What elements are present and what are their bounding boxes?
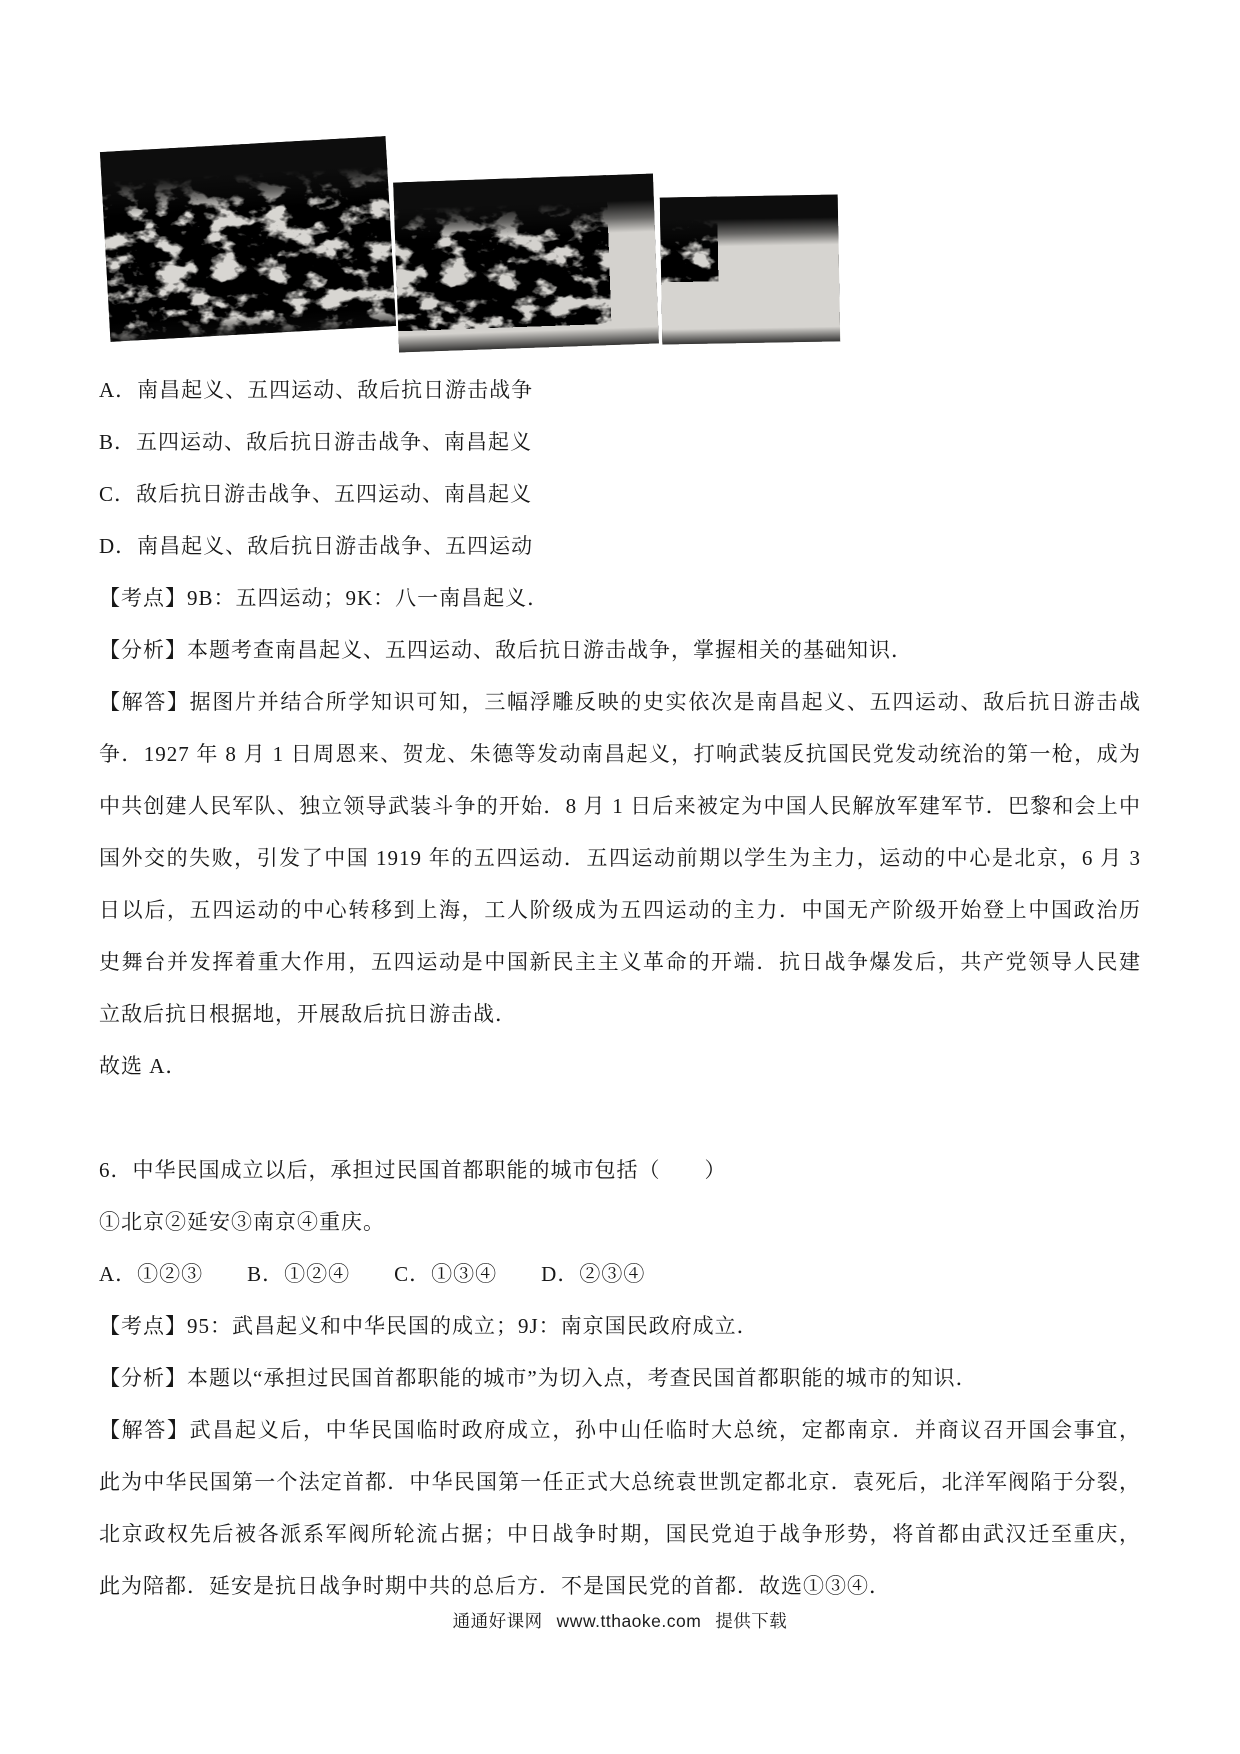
q6-jieda-line: 【解答】武昌起义后，中华民国临时政府成立，孙中山任临时大总统，定都南京．并商议召开国会事宜， — [99, 1418, 1141, 1442]
panel-dark-band — [660, 194, 839, 247]
spacer-line — [99, 1092, 1141, 1144]
q5-jieda-line: 【解答】据图片并结合所学知识可知，三幅浮雕反映的史实依次是南昌起义、五四运动、敌后抗日游击战 — [99, 690, 1141, 714]
relief-panel-3 — [660, 194, 841, 344]
footer-site-url: www.tthaoke.com — [556, 1611, 702, 1631]
q6-options: A．①②③ B．①②④ C．①③④ D．②③④ — [99, 1262, 646, 1286]
q5-jieda-line: 日以后，五四运动的中心转移到上海，工人阶级成为五四运动的主力．中国无产阶级开始登上中国政治历 — [99, 898, 1141, 922]
q5-answer: 故选 A． — [99, 1054, 188, 1078]
q5-option-d: D．南昌起义、敌后抗日游击战争、五四运动 — [99, 534, 534, 558]
relief-panel-1 — [100, 136, 396, 342]
q5-option-a: A．南昌起义、五四运动、敌后抗日游击战争 — [99, 378, 534, 402]
page-footer — [0, 1608, 1240, 1633]
answer-body — [99, 364, 1141, 1612]
q5-fenxi: 【分析】本题考查南昌起义、五四运动、敌后抗日游击战争，掌握相关的基础知识． — [99, 638, 913, 662]
panel-dark-base — [662, 327, 840, 345]
q6-kaodian: 【考点】95：武昌起义和中华民国的成立；9J：南京国民政府成立． — [99, 1314, 759, 1338]
q6-fenxi: 【分析】本题以“承担过民国首都职能的城市”为切入点，考查民国首都职能的城市的知识． — [99, 1366, 978, 1390]
panel-dark-band — [393, 174, 655, 241]
footer-suffix: 提供下载 — [715, 1611, 788, 1631]
q5-jieda-line: 史舞台并发挥着重大作用，五四运动是中国新民主主义革命的开端．抗日战争爆发后，共产党领导人民建 — [99, 950, 1141, 974]
relief-figure — [103, 136, 843, 356]
q5-jieda-line: 国外交的失败，引发了中国 1919 年的五四运动．五四运动前期以学生为主力，运动的中心是北京，6 月 3 — [99, 846, 1141, 870]
q5-option-b: B．五四运动、敌后抗日游击战争、南昌起义 — [99, 430, 533, 454]
relief-panel-2 — [393, 174, 659, 353]
q5-option-c: C．敌后抗日游击战争、五四运动、南昌起义 — [99, 482, 533, 506]
q6-jieda-line: 此为中华民国第一个法定首都．中华民国第一任正式大总统袁世凯定都北京．袁死后，北洋军阀陷于分裂， — [99, 1470, 1141, 1494]
q6-stem: 6．中华民国成立以后，承担过民国首都职能的城市包括（ ） — [99, 1158, 727, 1182]
q6-jieda-line: 此为陪都．延安是抗日战争时期中共的总后方．不是国民党的首都．故选①③④． — [99, 1574, 891, 1598]
footer-site-name: 通通好课网 — [452, 1611, 543, 1631]
q5-jieda-line: 中共创建人民军队、独立领导武装斗争的开始．8 月 1 日后来被定为中国人民解放军建军节．巴黎和会上中 — [99, 794, 1141, 818]
q5-jieda-line: 争．1927 年 8 月 1 日周恩来、贺龙、朱德等发动南昌起义，打响武装反抗国民党发动统治的第一枪，成为 — [99, 742, 1141, 766]
q5-jieda-line: 立敌后抗日根据地，开展敌后抗日游击战． — [99, 1002, 517, 1026]
q6-items: ①北京②延安③南京④重庆。 — [99, 1210, 385, 1234]
q5-kaodian: 【考点】9B：五四运动；9K：八一南昌起义． — [99, 586, 550, 610]
q6-jieda-line: 北京政权先后被各派系军阀所轮流占据；中日战争时期，国民党迫于战争形势，将首都由武汉迁至重庆， — [99, 1522, 1141, 1546]
